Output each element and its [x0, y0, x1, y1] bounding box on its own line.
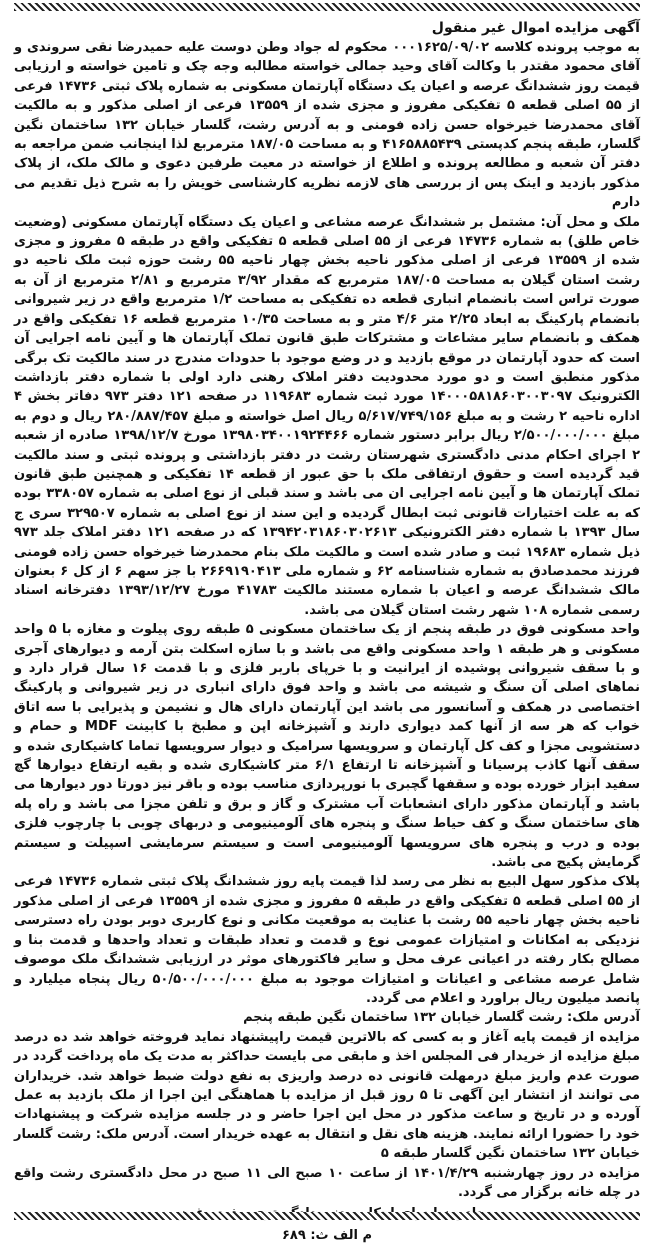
- property-address: آدرس ملک: رشت گلسار خیابان ۱۳۲ ساختمان نگین طبقه پنجم: [243, 1010, 640, 1026]
- building-specifications: واحد مسکونی فوق در طبقه پنجم از یک ساختمان مسکونی ۵ طبقه روی پیلوت و مغازه با ۵ واحد مسکونی و هر طبقه ۱ واحد مسکونی واقع می باشد و با سازه اسکلت بتن آرمه و دیوارهای آجری و با سقف شیروانی پوشیده از ایرانیت و با خرپای باربر فلزی و با قدمت ۱۶ سال قرار دارد و نماهای اصلی آن سنگ و شیشه می باشد و واحد فوق دارای انباری در زیر شیروانی و پارکینگ اختصاصی در همکف و آسانسور می باشد این آپارتمان دارای هال و نشیمن و پذیرایی با سه اتاق خواب که هر سه از آنها کمد دیواری دارند و آشپزخانه اپن و مطبخ با کابینت MDF و حمام و دستشویی مجزا و کف کل آپارتمان و سرویسها سرامیک و دیوار سرویسها تماما کاشیکاری شده و سقف آنها کاذب پرسیانا و آشپزخانه تا ارتفاع ۶/۱ متر کاشیکاری شده و بقیه ارتفاع دیوارها گچ سفید ابزار خورده بوده و سقفها گچبری با نورپردازی مناسب بوده و باقر نیز دورتا دور دیوارها می باشد و آپارتمان مذکور دارای انشعابات آب مشترک و گاز و برق و تلفن مجزا می باشد و راه پله های ساختمان سنگ و کف حیاط سنگ و پنجره های آلومینیومی و دربهای چوبی با چارچوب فلزی بوده و درب و پنجره های سرویسها آلومینیومی است و سیستم سرمایشی اسپیلت و سیستم گرمایش پکیج می باشد.: [14, 622, 640, 871]
- auction-terms: مزایده از قیمت پایه آغاز و به کسی که بالاترین قیمت راپیشنهاد نماید فروخته خواهد شد ده درصد مبلغ مزایده از خریدار فی المجلس اخذ و مابقی می بایست حداکثر به مدت یک ماه پرداخت گردد در صورت عدم واریز مبلغ درمهلت قانونی ده درصد واریزی به نفع دولت ضبط خواهد شد. خریداران می توانند از انتشار این آگهی تا ۵ روز قبل از مزایده با هماهنگی این اجرا از ملک بازدید به عمل آورده و در تاریخ و ساعت مذکور در محل این اجرا حاضر و در جلسه مزایده شرکت و پیشنهادات خود را حضورا ارائه نمایند. هزینه های نقل و انتقال به عهده خریدار است. آدرس ملک: رشت گلسار خیابان ۱۳۲ ساختمان نگین گلسار طبقه ۵: [14, 1029, 641, 1162]
- case-introduction: به موجب پرونده کلاسه ۰۰۰۱۶۲۵/۰۹/۰۲ محکوم له جواد وطن دوست علیه حمیدرضا نقی سروندی و آقای محمود مقتدر با وکالت آقای وحید جمالی خواسته مطالبه وجه چک و تامین خواسته و ارزیابی قیمت روز ششدانگ عرصه و اعیان یک دستگاه آپارتمان مسکونی به شماره پلاک ثبتی ۱۴۷۳۶ فرعی از ۵۵ اصلی قطعه ۵ تفکیکی مفروز و مجزی شده از ۱۳۵۵۹ فرعی از اصلی مذکور و به مالکیت آقای محمدرضا خیرخواه حسن زاده فومنی و به آدرس رشت، گلسار خیابان ۱۳۲ ساختمان نگین گلسار، طبقه پنجم کدپستی ۴۱۶۵۸۸۵۴۳۹ و به مساحت ۱۸۷/۰۵ مترمربع لذا اینجانب ضمن مراجعه به دفتر آن شعبه و مطالعه پرونده و اطلاع از خواسته در معیت طرفین دعوی و مالک ملک، از پلاک مذکور بازدید و اینک پس از بررسی های لازمه نظریه کارشناسی خویش را به شرح ذیل تقدیم می دارم: [14, 40, 641, 211]
- valuation-paragraph: پلاک مذکور سهل البیع به نظر می رسد لذا قیمت پایه روز ششدانگ پلاک ثبتی شماره ۱۴۷۳۶ فرعی از ۵۵ اصلی قطعه ۵ تفکیکی واقع در طبقه ۵ مفروز و مجزی شده از ۱۳۵۵۹ فرعی از اصلی مذکور ناحیه بخش چهار ناحیه ۵۵ رشت با عنایت به موقعیت مکانی و نوع کاربری دوبر بودن راه دسترسی نزدیکی به امکانات و امتیازات عمومی نوع و قدمت و تعداد طبقات و تعداد واحدها و قدمت بنا و مصالح بکار رفته در اعیانی عرف محل و سایر فاکتورهای موثر در ارزیابی ششدانگ ملک موصوف شامل عرصه مشاعی و اعیانات و امتیازات موجود به مبلغ ۵۰/۵۰۰/۰۰۰/۰۰۰ ریال پنجاه میلیارد و پانصد میلیون ریال براورد و اعلام می گردد.: [14, 874, 641, 1006]
- property-description: ملک و محل آن: مشتمل بر ششدانگ عرصه مشاعی و اعیان یک دستگاه آپارتمان مسکونی (وضعیت خاص طلق) به شماره ۱۴۷۳۶ فرعی از ۵۵ اصلی قطعه ۵ تفکیکی واقع در طبقه ۵ مفروز و مجزی شده از ۱۳۵۵۹ فرعی از اصلی مذکور ناحیه بخش چهار ناحیه ۵۵ رشت حوزه ثبت ملک ناحیه دو رشت استان گیلان به مساحت ۱۸۷/۰۵ مترمربع که مقدار ۳/۹۲ مترمربع و ۲/۸۱ مترمربع از آن به صورت تراس است بانضمام انباری قطعه ده تفکیکی به مساحت ۱/۲ مترمربع واقع در زیر شیروانی بانضمام پارکینگ به ابعاد ۲/۲۵ متر ۴/۶ متر و به مساحت ۱۰/۳۵ مترمربع قطعه ۱۶ تفکیکی واقع در همکف و بانضمام سایر مشاعات و مشترکات طبق قانون تملک آپارتمان ها و آیین نامه اجرایی آن است که حدود آپارتمان در موقع بازدید و در وضع موجود با حدودات مندرج در سند مالکیت تک برگی مذکور منطبق است و دو مورد محدودیت دفتر املاک رهنی دارد اولی با شماره دفتر بازداشت الکترونیک ۱۴۰۰۰۵۸۱۸۶۰۳۰۰۳۰۹۷ مورد ثبت شماره ۱۱۹۶۸۳ در صفحه ۱۲۱ دفتر ۹۷۳ دفاتر بخش ۴ اداره ناحیه ۲ رشت و به مبلغ ۵/۶۱۷/۷۴۹/۱۵۶ ریال اصل خواسته و مبلغ ۲۸۰/۸۸۷/۴۵۷ ریال و دوم به مبلغ ۲/۵۰۰/۰۰۰/۰۰۰ ریال برابر دستور شماره ۱۳۹۸۰۳۴۰۰۱۹۲۴۴۶۶ مورخ ۱۳۹۸/۱۲/۷ صادره از شعبه ۲ اجرای احکام مدنی دادگستری شهرستان رشت در دفتر بازداشتی و پرونده ثبتی و سند مالکیت قید گردیده است و حقوق ارتفاقی ملک با حق عبور از قطعه ۱۴ تفکیکی و همچنین طبق قانون تملک آپارتمان ها و آیین نامه اجرایی ان می باشد و سند قبلی از نوع اصلی به شماره ۳۳۸۰۵۷ بوده که به علت اختیارات قانونی ثبت ابطال گردیده و این سند از نوع اصلی به شماره ۳۲۹۵۰۷ سری ج سال ۱۳۹۳ با شماره دفتر الکترونیکی ۱۳۹۴۲۰۳۱۸۶۰۳۰۲۶۱۳ که در صفحه ۱۲۱ دفتر املاک جلد ۹۷۳ ذیل شماره ۱۹۶۸۳ ثبت و صادر شده است و مالکیت ملک بنام محمدرضا خیرخواه حسن زاده فومنی فرزند محمدصادق به شماره شناسنامه ۶۲ و شماره ملی ۲۶۶۹۱۹۰۴۱۳ با جز سهم ۶ از کل ۶ بعنوان مالک ششدانگ عرصه و اعیان با شماره مستند مالکیت ۴۱۷۸۳ مورخ ۱۳۹۳/۱۲/۲۷ دفترخانه اسناد رسمی شماره ۱۰۸ شهر رشت استان گیلان می باشد.: [14, 214, 641, 618]
- decorative-border-bottom: [14, 1212, 640, 1220]
- reference-number: م الف ث: ۶۸۹: [282, 1228, 372, 1244]
- auction-date: مزایده در روز چهارشنبه ۱۴۰۱/۴/۲۹ از ساعت ۱۰ صبح الی ۱۱ صبح در محل دادگستری رشت واقع در چله خانه برگزار می گردد.: [14, 1165, 640, 1200]
- decorative-border-top: [14, 3, 640, 11]
- notice-title: آگهی مزایده اموال غیر منقول: [431, 20, 640, 36]
